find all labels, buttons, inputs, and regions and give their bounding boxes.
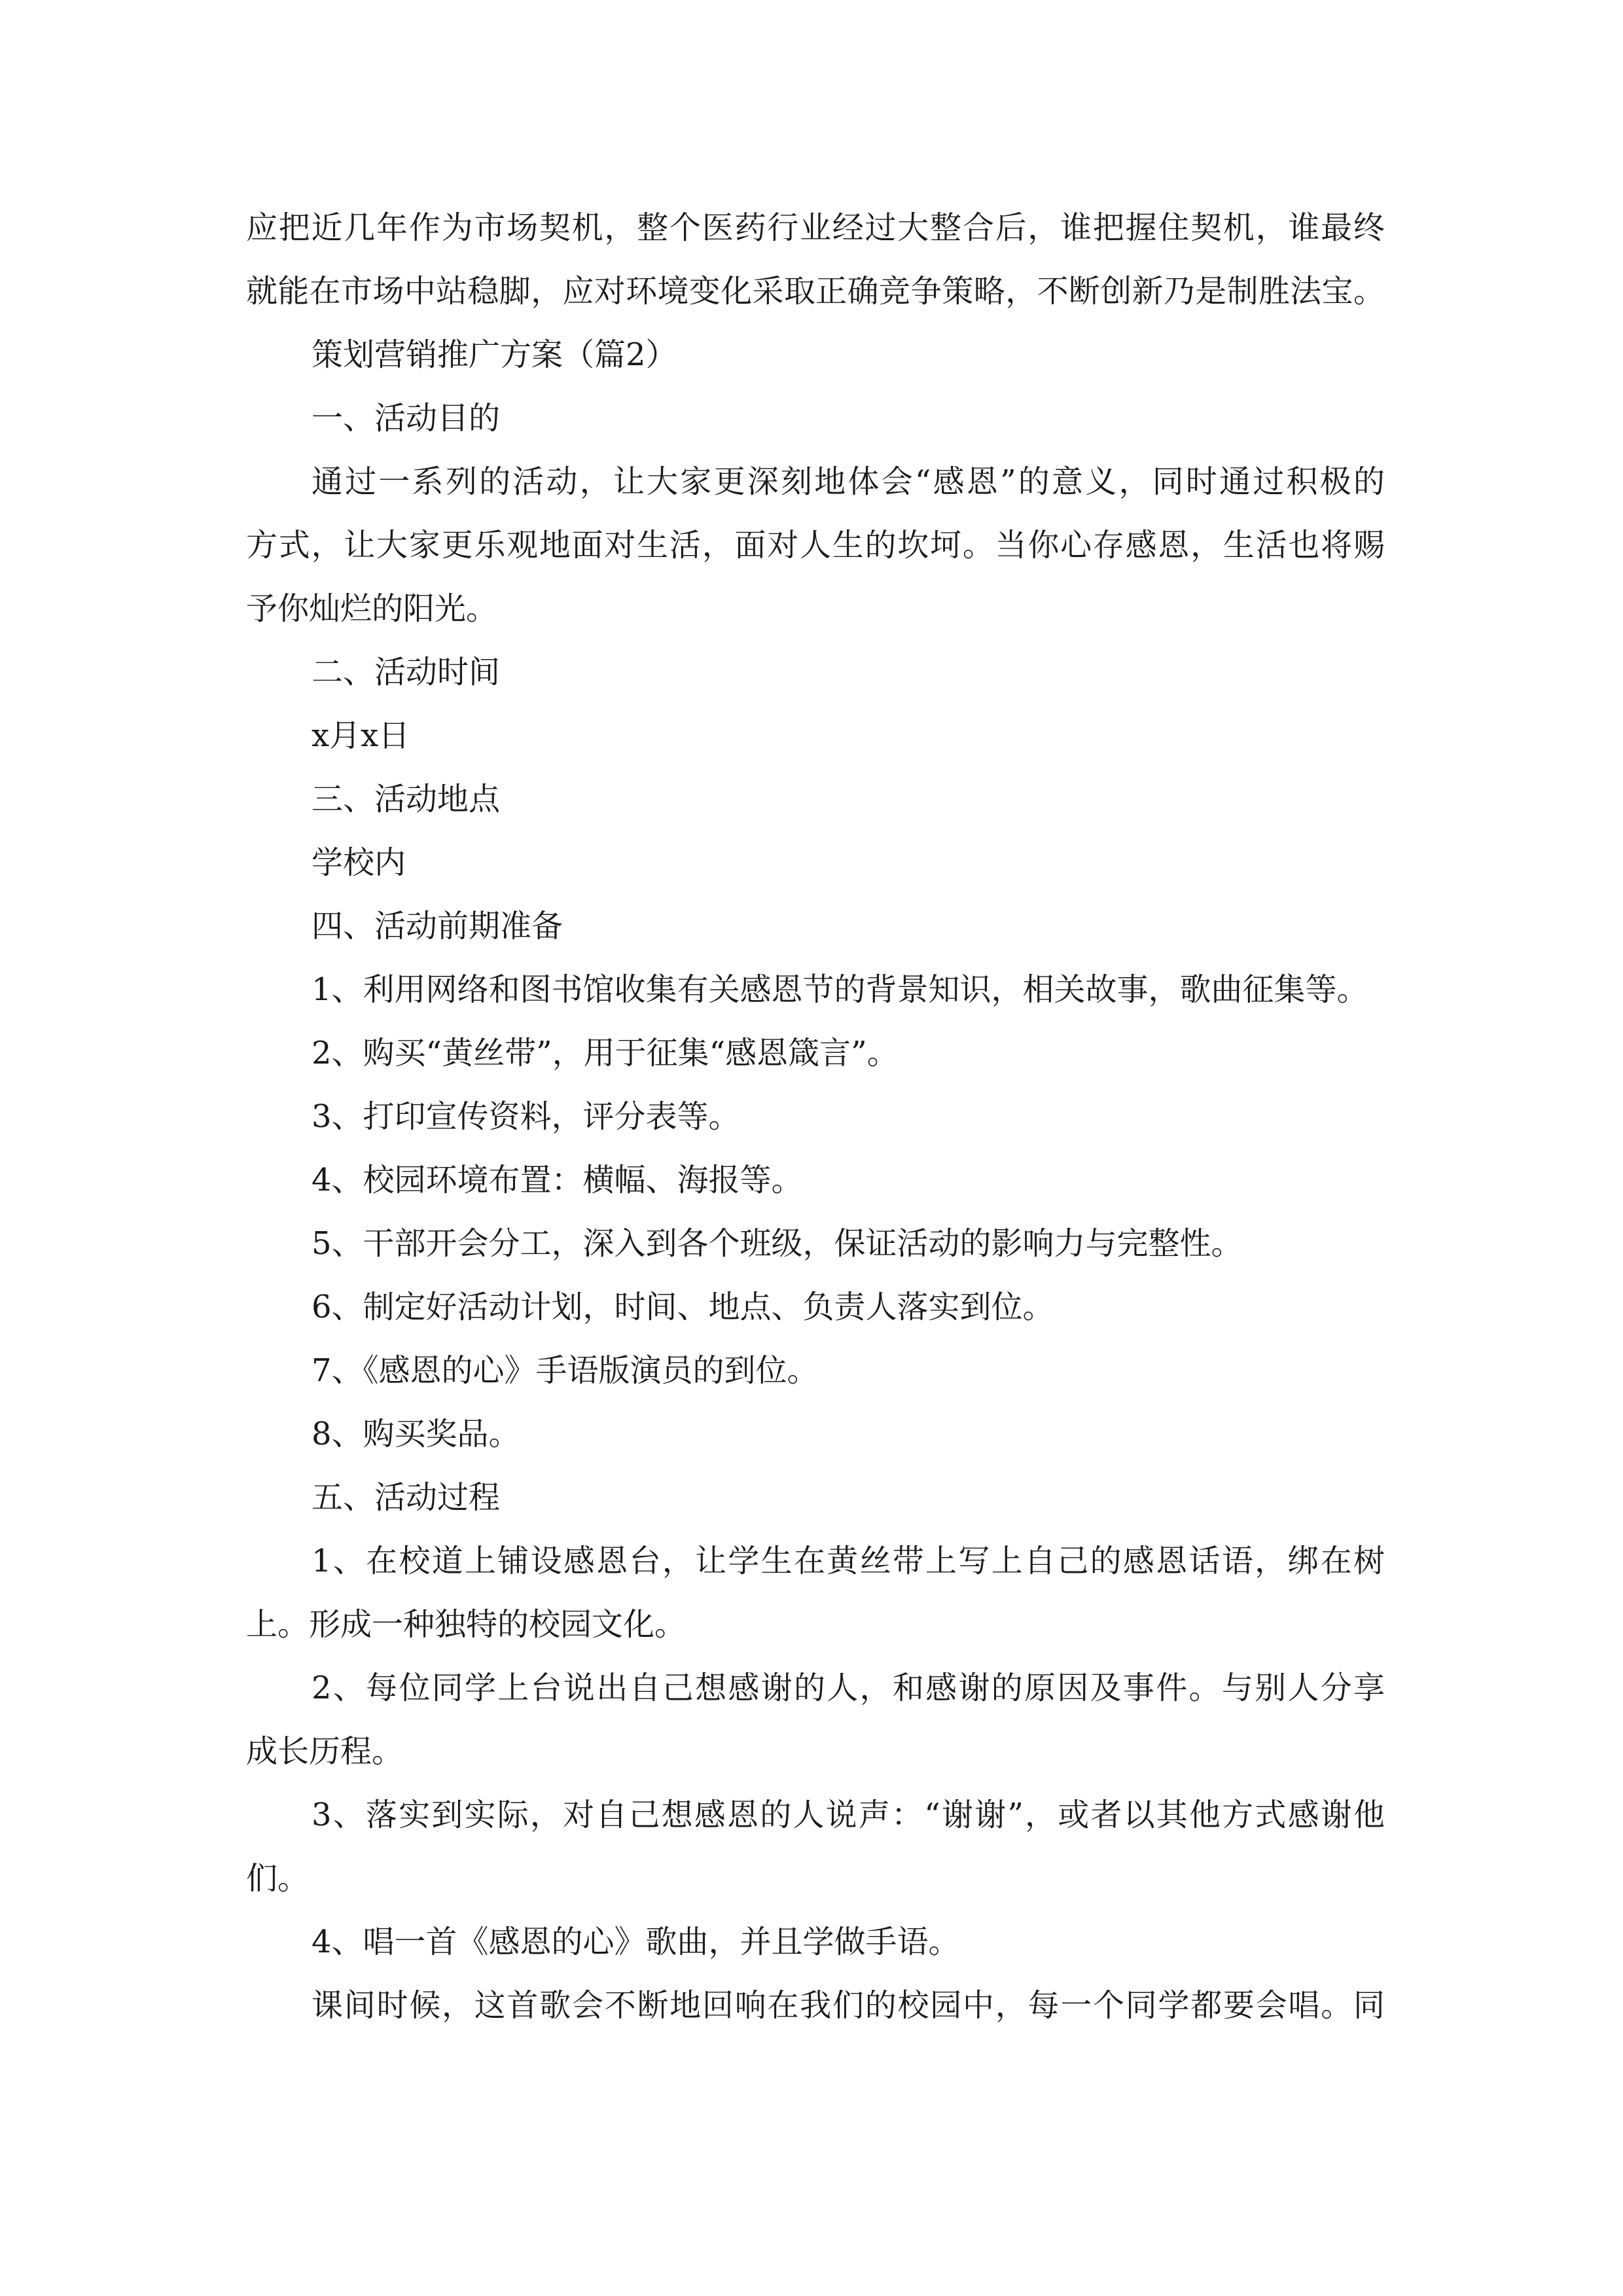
text-line [246, 1847, 1385, 1910]
text-line-content: 课间时候，这首歌会不断地回响在我们的校园中，每一个同学都要会唱。同 [312, 1987, 1385, 2024]
text-line-content: 1、利用网络和图书馆收集有关感恩节的背景知识，相关故事，歌曲征集等。 [312, 971, 1368, 1008]
text-line [246, 895, 1385, 958]
text-line [246, 577, 1385, 641]
text-line [246, 1910, 1385, 1974]
document-body [246, 196, 1385, 2037]
text-line-content: 们。 [246, 1860, 310, 1897]
text-line [246, 641, 1385, 704]
text-line [246, 1339, 1385, 1403]
text-line-content: 4、唱一首《感恩的心》歌曲，并且学做手语。 [312, 1924, 960, 1960]
text-line-content: 1、在校道上铺设感恩台，让学生在黄丝带上写上自己的感恩话语，绑在树 [312, 1543, 1385, 1579]
text-line-content: 一、活动目的 [312, 400, 501, 437]
text-line [246, 1593, 1385, 1657]
text-line [246, 1403, 1385, 1466]
text-line [246, 1720, 1385, 1784]
text-line-content: 成长历程。 [246, 1733, 404, 1770]
text-line-content: 策划营销推广方案（篇2） [312, 336, 677, 373]
text-line [246, 958, 1385, 1022]
text-line-content: 2、每位同学上台说出自己想感谢的人，和感谢的原因及事件。与别人分享 [312, 1670, 1385, 1706]
text-line [246, 1657, 1385, 1720]
text-line-content: 上。形成一种独特的校园文化。 [246, 1606, 687, 1643]
text-line [246, 450, 1385, 514]
text-line [246, 196, 1385, 260]
text-line-content: 三、活动地点 [312, 781, 501, 817]
text-line-content: 学校内 [312, 844, 406, 881]
text-line [246, 387, 1385, 450]
text-line [246, 1085, 1385, 1149]
text-line [246, 260, 1385, 323]
text-line-content: 通过一系列的活动，让大家更深刻地体会“感恩”的意义，同时通过积极的 [312, 463, 1385, 500]
text-line [246, 831, 1385, 895]
text-line-content: 应把近几年作为市场契机，整个医药行业经过大整合后，谁把握住契机，谁最终 [246, 209, 1385, 246]
text-line [246, 1784, 1385, 1847]
text-line [246, 768, 1385, 831]
text-line [246, 704, 1385, 768]
text-line-content: 四、活动前期准备 [312, 908, 563, 944]
text-line [246, 1530, 1385, 1593]
text-line-content: 7、《感恩的心》手语版演员的到位。 [312, 1352, 819, 1389]
text-line-content: 就能在市场中站稳脚，应对环境变化采取正确竞争策略，不断创新乃是制胜法宝。 [246, 273, 1385, 310]
text-line [246, 514, 1385, 577]
text-line [246, 323, 1385, 387]
text-line-content: 5、干部开会分工，深入到各个班级，保证活动的影响力与完整性。 [312, 1225, 1243, 1262]
text-line [246, 1974, 1385, 2037]
text-line [246, 1276, 1385, 1339]
text-line-content: 4、校园环境布置：横幅、海报等。 [312, 1162, 803, 1198]
text-line-content: 8、购买奖品。 [312, 1416, 520, 1452]
text-line-content: 6、制定好活动计划，时间、地点、负责人落实到位。 [312, 1289, 1054, 1325]
text-line [246, 1022, 1385, 1085]
text-line-content: 3、打印宣传资料，评分表等。 [312, 1098, 740, 1135]
text-line-content: 二、活动时间 [312, 654, 501, 691]
text-line-content: 方式，让大家更乐观地面对生活，面对人生的坎坷。当你心存感恩，生活也将赐 [246, 527, 1385, 564]
text-line-content: 3、落实到实际，对自己想感恩的人说声：“谢谢”，或者以其他方式感谢他 [312, 1797, 1385, 1833]
text-line-content: x月x日 [312, 717, 410, 754]
text-line [246, 1466, 1385, 1530]
text-line-content: 2、购买“黄丝带”，用于征集“感恩箴言”。 [312, 1035, 899, 1071]
text-line [246, 1149, 1385, 1212]
text-line [246, 1212, 1385, 1276]
text-line-content: 五、活动过程 [312, 1479, 501, 1516]
text-line-content: 予你灿烂的阳光。 [246, 590, 498, 627]
